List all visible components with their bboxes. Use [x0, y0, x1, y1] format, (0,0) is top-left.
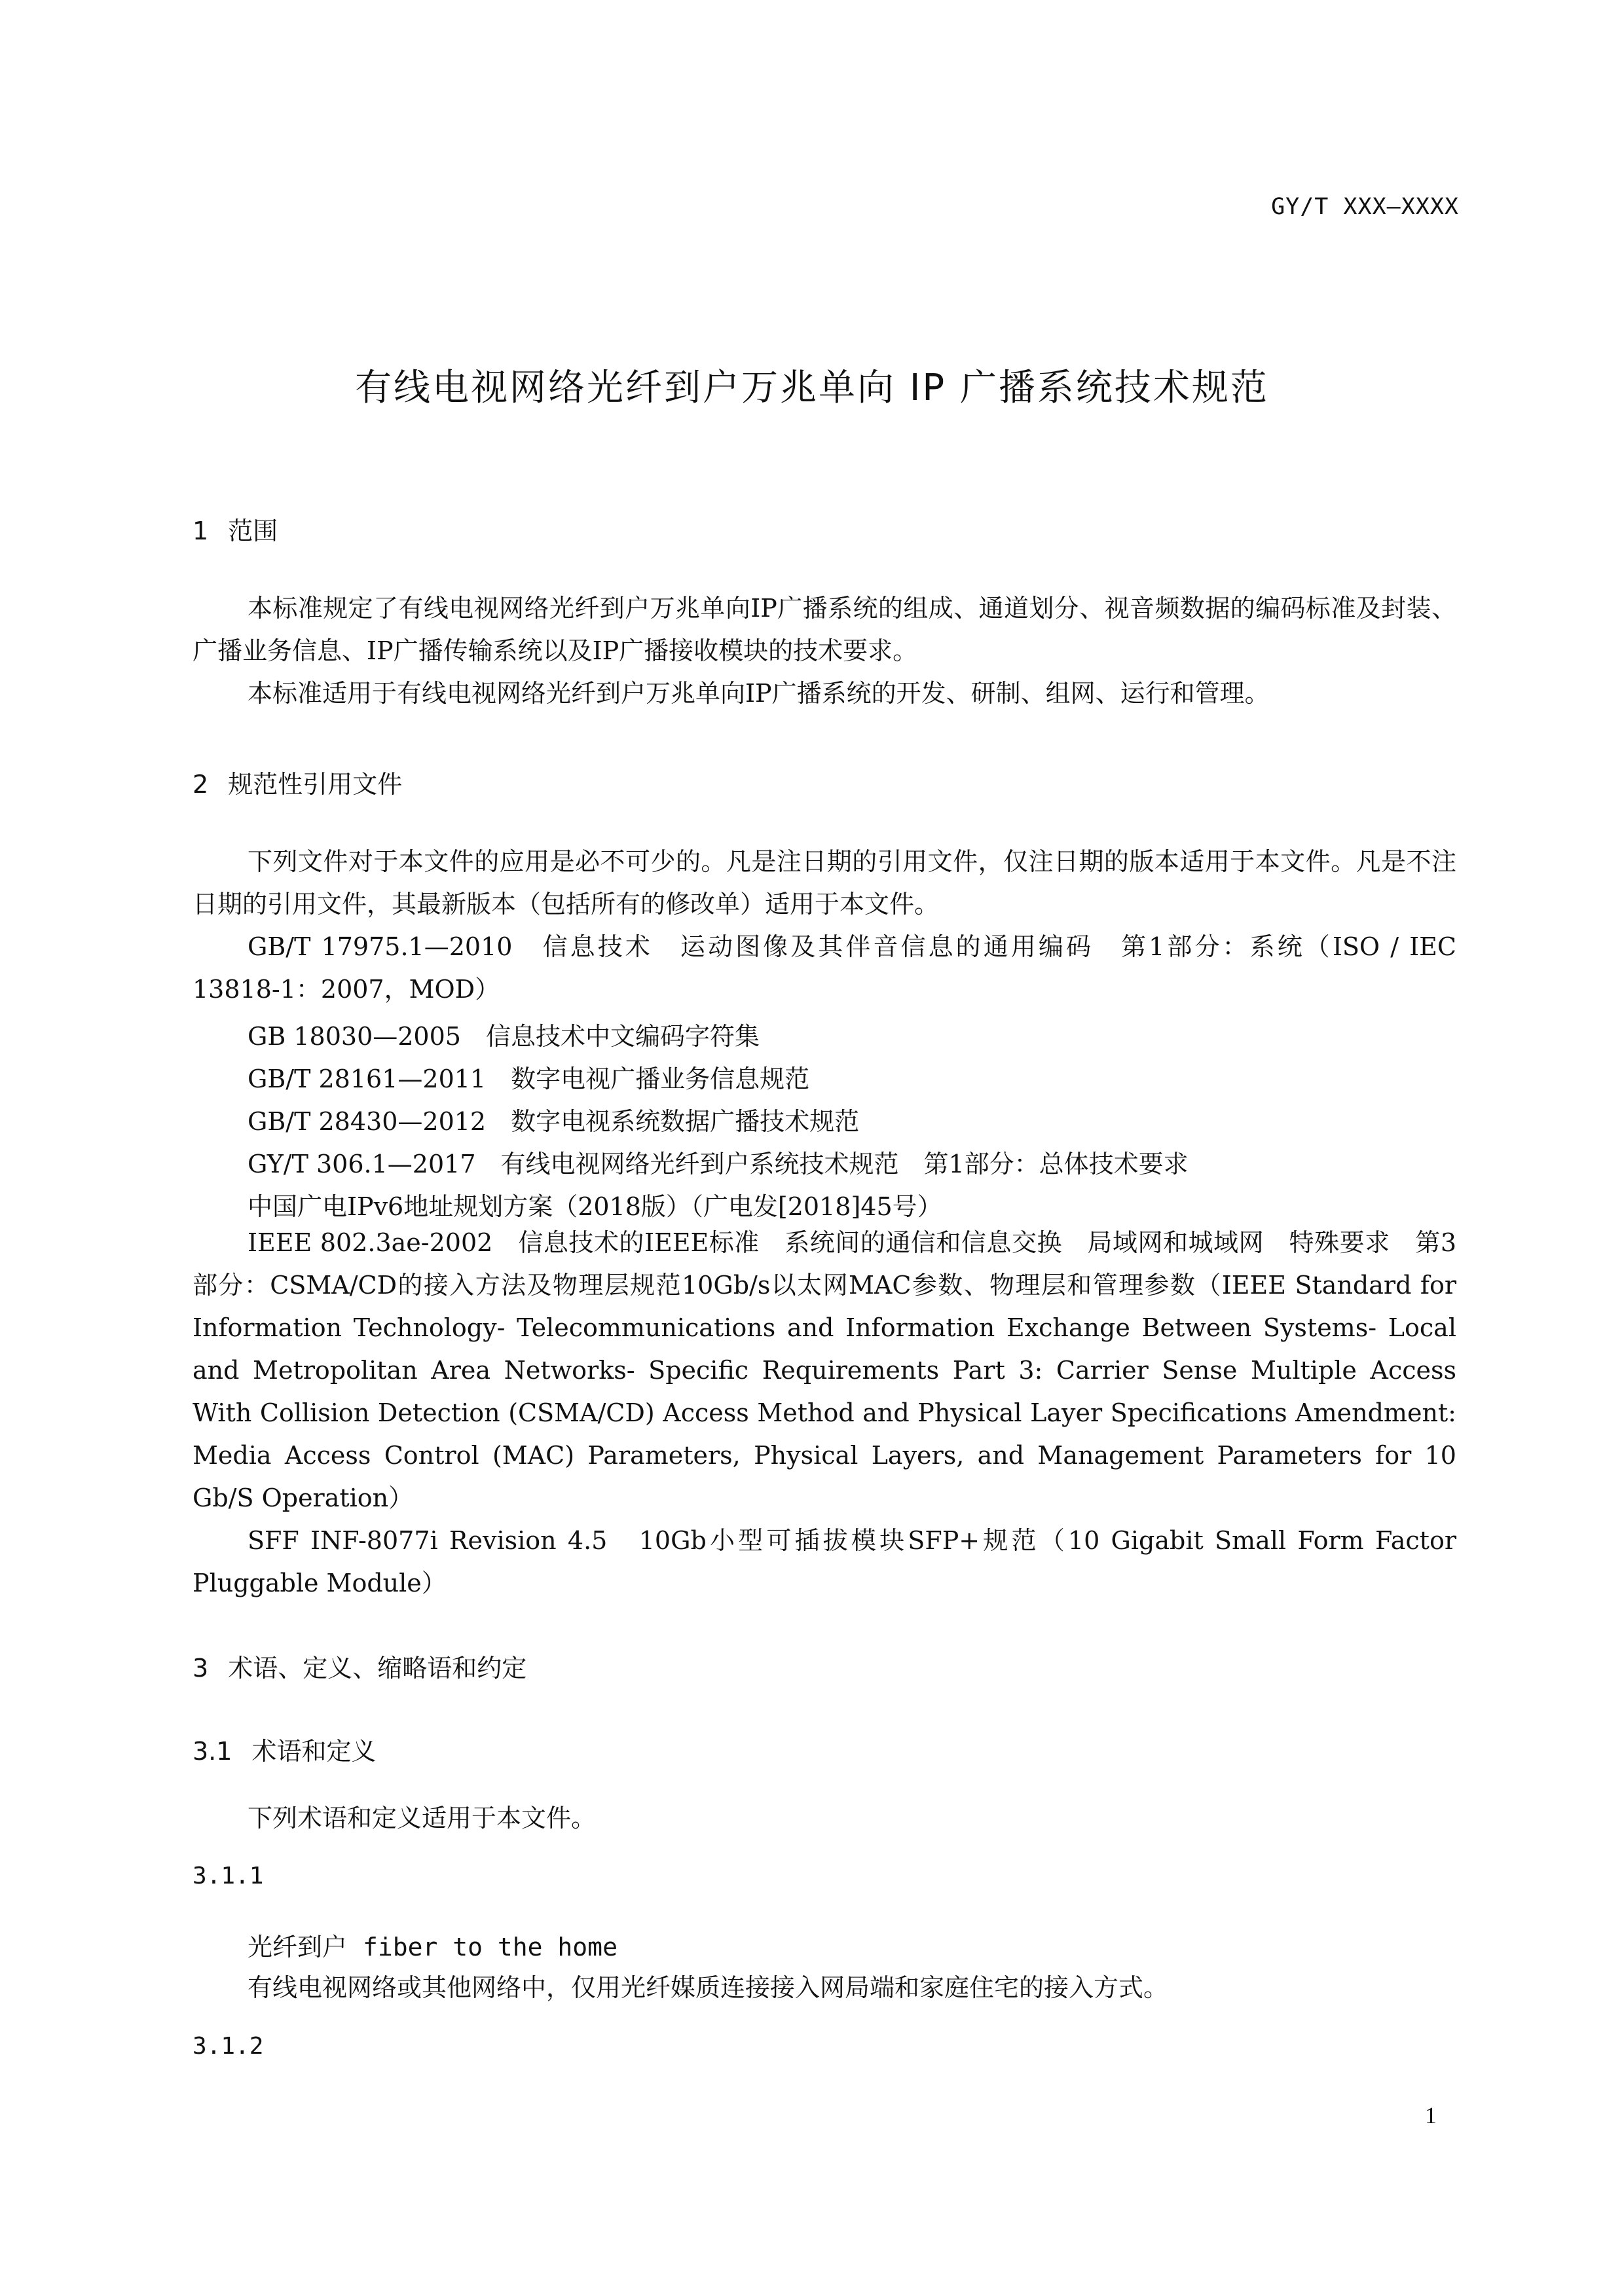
reference-item: IEEE 802.3ae-2002 信息技术的IEEE标准 系统间的通信和信息交换 局域网和城域网 特殊要求 第3部分：CSMA/CD的接入方法及物理层规范10Gb/s以太网MAC参数、物理层和管理参数（IEEE Standard for Information Technology- Telecommunications and Information Exchange Between Systems- Local and Metropolitan Area Networks- Specific Requirements Part 3: Carrier Sense Multiple Access With Collision Detection (CSMA/CD) Access Method and Physical Layer Specifications Amendment: Media Access Control (MAC) Parameters, Physical Layers, and Management Parameters for 10 Gb/S Operation） [193, 1228, 1456, 1512]
term-english: fiber to the home [363, 1933, 618, 1961]
subsection-number: 3.1 [193, 1737, 232, 1766]
reference-item: GB/T 17975.1—2010 信息技术 运动图像及其伴音信息的通用编码 第1部分：系统（ISO / IEC 13818-1：2007，MOD） [193, 932, 1456, 1004]
references-intro: 下列文件对于本文件的应用是必不可少的。凡是注日期的引用文件，仅注日期的版本适用于本文件。凡是不注日期的引用文件，其最新版本（包括所有的修改单）适用于本文件。 [193, 847, 1456, 919]
term-number: 3.1.2 [193, 2033, 264, 2060]
document-title: 有线电视网络光纤到户万兆单向 IP 广播系统技术规范 [355, 367, 1269, 409]
reference-item: GB 18030—2005 信息技术中文编码字符集 [248, 1022, 760, 1051]
reference-item: GB/T 28161—2011 数字电视广播业务信息规范 [248, 1065, 810, 1093]
section-number: 3 [193, 1654, 209, 1683]
term-entry [248, 1927, 618, 1963]
section-3-heading [193, 1648, 526, 1684]
scope-paragraph-1: 本标准规定了有线电视网络光纤到户万兆单向IP广播系统的组成、通道划分、视音频数据的编码标准及封装、广播业务信息、IP广播传输系统以及IP广播接收模块的技术要求。 [193, 594, 1456, 665]
document-code: GY/T XXX—XXXX [1271, 194, 1459, 220]
reference-item: SFF INF-8077i Revision 4.5 10Gb小型可插拔模块SFP+规范（10 Gigabit Small Form Factor Pluggable Module） [193, 1526, 1456, 1597]
section-title: 范围 [228, 517, 278, 545]
reference-item: GB/T 28430—2012 数字电视系统数据广播技术规范 [248, 1107, 860, 1136]
term-name: 光纤到户 [248, 1933, 348, 1961]
term-definition: 有线电视网络或其他网络中，仅用光纤媒质连接接入网局端和家庭住宅的接入方式。 [248, 1973, 1169, 2002]
section-title: 规范性引用文件 [228, 770, 403, 799]
section-title: 术语、定义、缩略语和约定 [228, 1654, 527, 1683]
subsection-title: 术语和定义 [251, 1737, 377, 1766]
subsection-3-1-heading [193, 1731, 376, 1767]
scope-paragraph-2: 本标准适用于有线电视网络光纤到户万兆单向IP广播系统的开发、研制、组网、运行和管理。 [248, 679, 1270, 708]
reference-item: 中国广电IPv6地址规划方案（2018版）（广电发[2018]45号） [248, 1192, 942, 1221]
terms-intro: 下列术语和定义适用于本文件。 [248, 1804, 597, 1832]
section-1-heading [193, 511, 278, 547]
section-number: 1 [193, 517, 209, 545]
section-2-heading [193, 764, 402, 800]
term-number: 3.1.1 [193, 1863, 264, 1889]
section-number: 2 [193, 770, 209, 799]
page-number: 1 [1425, 2102, 1437, 2128]
reference-item: GY/T 306.1—2017 有线电视网络光纤到户系统技术规范 第1部分：总体技术要求 [248, 1150, 1189, 1178]
